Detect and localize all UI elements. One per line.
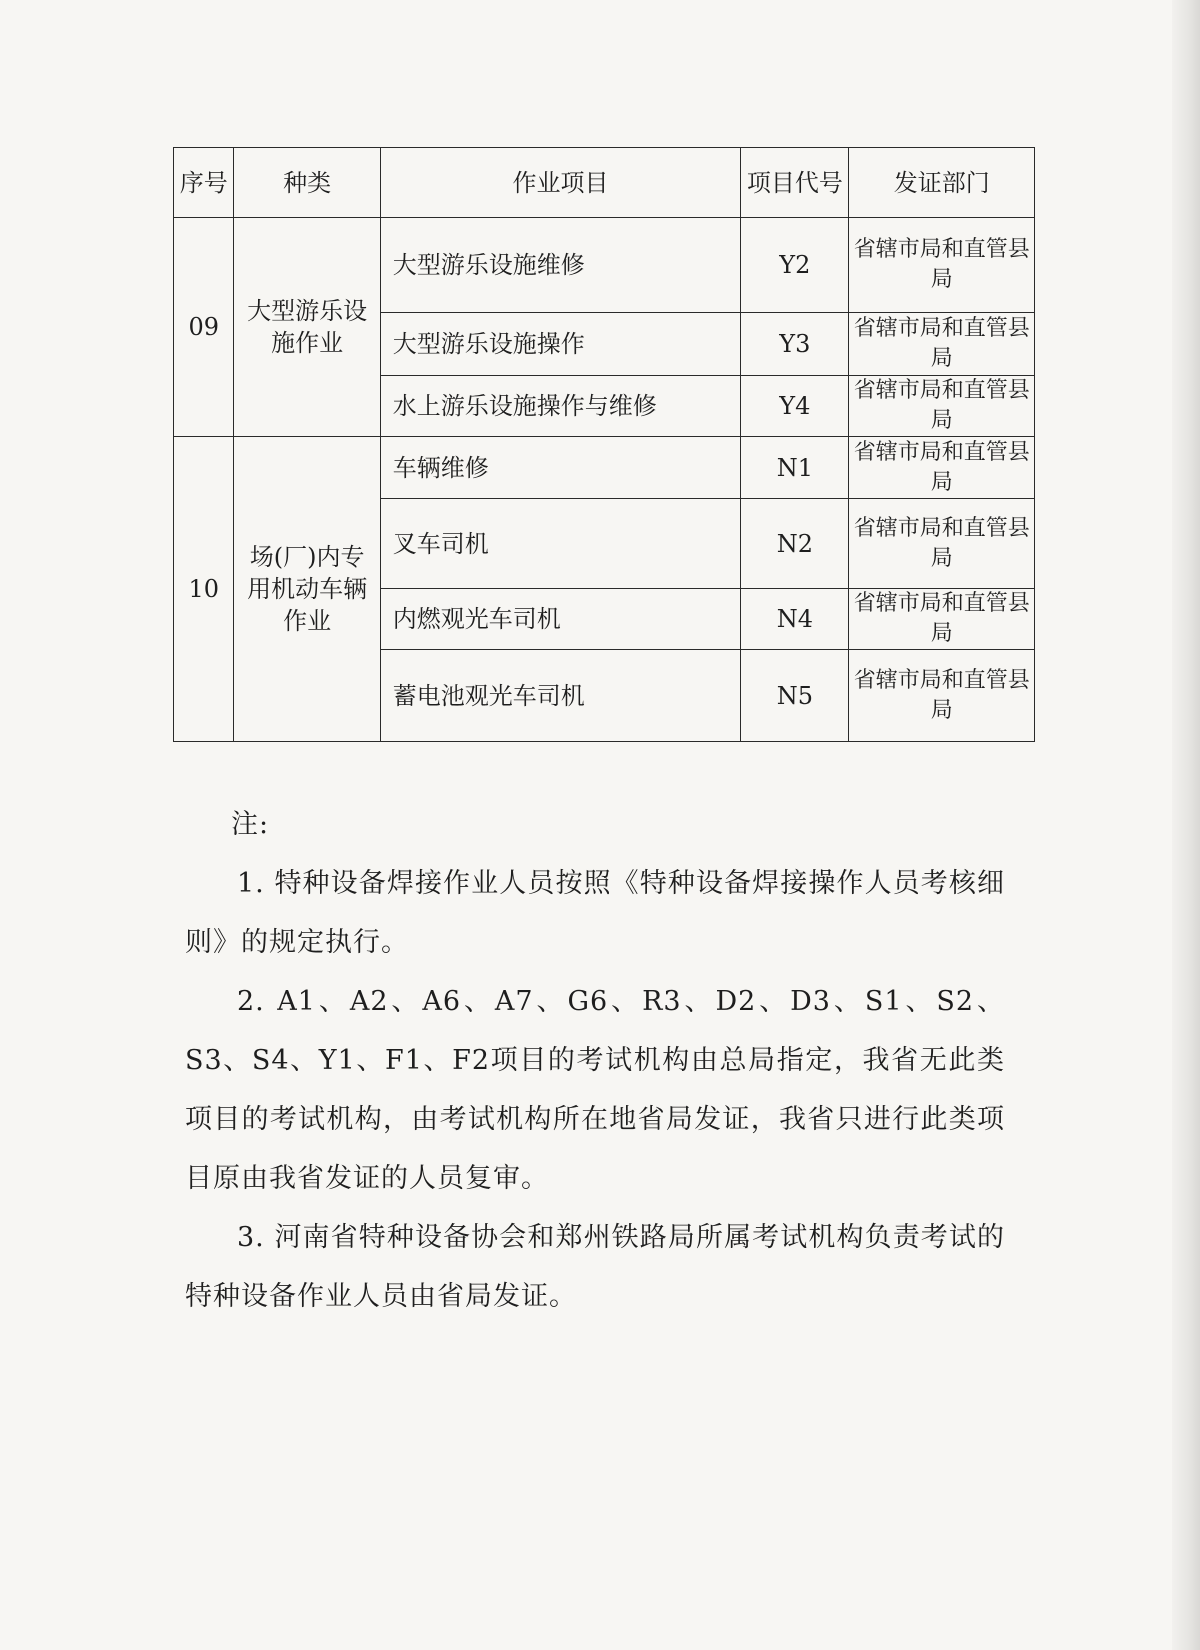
row-dept: 省辖市局和直管县局	[849, 499, 1035, 589]
row-code: N5	[741, 650, 849, 742]
header-dept: 发证部门	[849, 148, 1035, 218]
row-dept: 省辖市局和直管县局	[849, 650, 1035, 742]
row-code: N1	[741, 437, 849, 499]
row-item: 叉车司机	[380, 499, 741, 589]
row-item: 内燃观光车司机	[380, 589, 741, 650]
page-edge	[1172, 0, 1200, 1650]
header-item: 作业项目	[380, 148, 741, 218]
row-dept: 省辖市局和直管县局	[849, 589, 1035, 650]
row-dept: 省辖市局和直管县局	[849, 376, 1035, 437]
table-row	[174, 218, 1035, 313]
group-seq: 09	[174, 218, 234, 437]
note-item: 2. A1、A2、A6、A7、G6、R3、D2、D3、S1、S2、S3、S4、Y1、F1、F2项目的考试机构由总局指定，我省无此类项目的考试机构，由考试机构所在地省局发证，我省只进行此类项目原由我省发证的人员复审。	[185, 986, 1005, 1194]
row-code: Y2	[741, 218, 849, 313]
row-code: Y4	[741, 376, 849, 437]
row-item: 水上游乐设施操作与维修	[380, 376, 741, 437]
row-dept: 省辖市局和直管县局	[849, 437, 1035, 499]
header-category: 种类	[234, 148, 380, 218]
notes-section	[185, 795, 1005, 1326]
group-seq: 10	[174, 437, 234, 742]
table-header-row	[174, 148, 1035, 218]
table-row	[174, 437, 1035, 499]
row-dept: 省辖市局和直管县局	[849, 313, 1035, 376]
group-category: 场(厂)内专用机动车辆作业	[234, 437, 380, 742]
header-code: 项目代号	[741, 148, 849, 218]
row-item: 大型游乐设施维修	[380, 218, 741, 313]
row-item: 车辆维修	[380, 437, 741, 499]
row-item: 大型游乐设施操作	[380, 313, 741, 376]
work-items-table	[173, 147, 1035, 742]
row-code: N4	[741, 589, 849, 650]
row-code: N2	[741, 499, 849, 589]
row-dept: 省辖市局和直管县局	[849, 218, 1035, 313]
notes-title: 注:	[231, 809, 270, 840]
header-seq: 序号	[174, 148, 234, 218]
note-item: 1. 特种设备焊接作业人员按照《特种设备焊接操作人员考核细则》的规定执行。	[185, 868, 1005, 958]
row-code: Y3	[741, 313, 849, 376]
group-category: 大型游乐设施作业	[234, 218, 380, 437]
note-item: 3. 河南省特种设备协会和郑州铁路局所属考试机构负责考试的特种设备作业人员由省局发证。	[185, 1222, 1005, 1312]
row-item: 蓄电池观光车司机	[380, 650, 741, 742]
